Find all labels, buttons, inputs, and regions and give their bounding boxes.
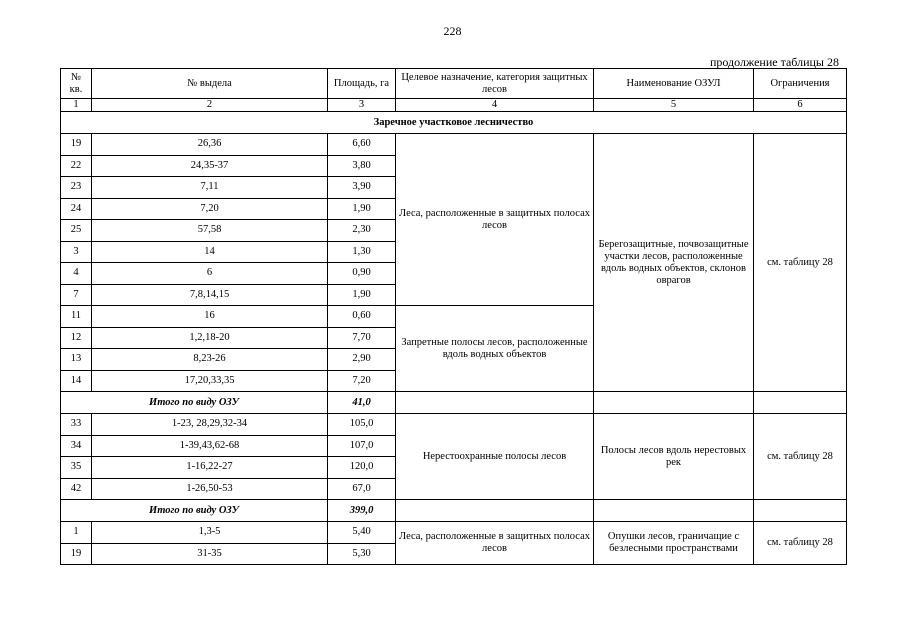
cell-restriction: см. таблицу 28 <box>754 134 847 392</box>
column-number: 6 <box>754 99 847 112</box>
cell-area: 2,30 <box>328 220 396 242</box>
cell-kv: 19 <box>61 134 92 156</box>
cell-vydel: 14 <box>92 241 328 263</box>
subtotal-label: Итого по виду ОЗУ <box>61 500 328 522</box>
cell-vydel: 31-35 <box>92 543 328 565</box>
cell-vydel: 1,3-5 <box>92 522 328 544</box>
protective-forests-table <box>60 68 847 565</box>
subtotal-row <box>61 392 847 414</box>
cell-vydel: 57,58 <box>92 220 328 242</box>
table-row <box>61 414 847 436</box>
cell-area: 105,0 <box>328 414 396 436</box>
cell-vydel: 1,2,18-20 <box>92 327 328 349</box>
cell-area: 0,60 <box>328 306 396 328</box>
cell-vydel: 26,36 <box>92 134 328 156</box>
subtotal-row <box>61 500 847 522</box>
column-number-row <box>61 99 847 112</box>
cell-purpose: Нерестоохранные полосы лесов <box>396 414 594 500</box>
cell-kv: 34 <box>61 435 92 457</box>
page-number: 228 <box>443 24 462 38</box>
cell-kv: 33 <box>61 414 92 436</box>
empty-cell <box>594 392 754 414</box>
header-kv: № кв. <box>61 69 92 99</box>
cell-kv: 11 <box>61 306 92 328</box>
header-restrictions: Ограничения <box>754 69 847 99</box>
cell-vydel: 1-16,22-27 <box>92 457 328 479</box>
empty-cell <box>754 500 847 522</box>
column-number: 1 <box>61 99 92 112</box>
section-row <box>61 112 847 134</box>
cell-area: 1,90 <box>328 284 396 306</box>
cell-kv: 19 <box>61 543 92 565</box>
header-ozul: Наименование ОЗУЛ <box>594 69 754 99</box>
cell-area: 67,0 <box>328 478 396 500</box>
cell-vydel: 1-23, 28,29,32-34 <box>92 414 328 436</box>
subtotal-value: 399,0 <box>328 500 396 522</box>
cell-vydel: 8,23-26 <box>92 349 328 371</box>
table-header-row <box>61 69 847 99</box>
cell-ozul: Опушки лесов, граничащие с безлесными пространствами <box>594 522 754 565</box>
cell-area: 5,40 <box>328 522 396 544</box>
empty-cell <box>396 500 594 522</box>
empty-cell <box>754 392 847 414</box>
table-row <box>61 134 847 156</box>
cell-purpose: Леса, расположенные в защитных полосах лесов <box>396 134 594 306</box>
cell-restriction: см. таблицу 28 <box>754 414 847 500</box>
cell-vydel: 7,11 <box>92 177 328 199</box>
cell-purpose: Леса, расположенные в защитных полосах лесов <box>396 522 594 565</box>
cell-area: 2,90 <box>328 349 396 371</box>
cell-ozul: Берегозащитные, почвозащитные участки лесов, расположенные вдоль водных объектов, склонов оврагов <box>594 134 754 392</box>
cell-kv: 42 <box>61 478 92 500</box>
cell-area: 120,0 <box>328 457 396 479</box>
cell-kv: 24 <box>61 198 92 220</box>
cell-vydel: 1-39,43,62-68 <box>92 435 328 457</box>
cell-area: 5,30 <box>328 543 396 565</box>
subtotal-label: Итого по виду ОЗУ <box>61 392 328 414</box>
cell-vydel: 24,35-37 <box>92 155 328 177</box>
cell-kv: 3 <box>61 241 92 263</box>
table-row <box>61 522 847 544</box>
cell-ozul: Полосы лесов вдоль нерестовых рек <box>594 414 754 500</box>
header-area: Площадь, га <box>328 69 396 99</box>
cell-kv: 14 <box>61 370 92 392</box>
cell-area: 107,0 <box>328 435 396 457</box>
table-continuation-note: продолжение таблицы 28 <box>709 55 839 69</box>
cell-kv: 12 <box>61 327 92 349</box>
empty-cell <box>396 392 594 414</box>
cell-area: 7,20 <box>328 370 396 392</box>
column-number: 2 <box>92 99 328 112</box>
cell-area: 6,60 <box>328 134 396 156</box>
cell-kv: 1 <box>61 522 92 544</box>
cell-restriction: см. таблицу 28 <box>754 522 847 565</box>
cell-kv: 7 <box>61 284 92 306</box>
cell-kv: 4 <box>61 263 92 285</box>
cell-area: 1,30 <box>328 241 396 263</box>
column-number: 3 <box>328 99 396 112</box>
cell-vydel: 7,8,14,15 <box>92 284 328 306</box>
cell-vydel: 17,20,33,35 <box>92 370 328 392</box>
cell-area: 3,90 <box>328 177 396 199</box>
cell-kv: 13 <box>61 349 92 371</box>
cell-area: 0,90 <box>328 263 396 285</box>
cell-kv: 22 <box>61 155 92 177</box>
cell-area: 1,90 <box>328 198 396 220</box>
cell-kv: 23 <box>61 177 92 199</box>
cell-kv: 25 <box>61 220 92 242</box>
subtotal-value: 41,0 <box>328 392 396 414</box>
cell-vydel: 16 <box>92 306 328 328</box>
cell-vydel: 1-26,50-53 <box>92 478 328 500</box>
column-number: 5 <box>594 99 754 112</box>
cell-kv: 35 <box>61 457 92 479</box>
header-vydel: № выдела <box>92 69 328 99</box>
section-title: Заречное участковое лесничество <box>61 112 847 134</box>
cell-vydel: 7,20 <box>92 198 328 220</box>
cell-area: 3,80 <box>328 155 396 177</box>
column-number: 4 <box>396 99 594 112</box>
header-purpose: Целевое назначение, категория защитных лесов <box>396 69 594 99</box>
cell-purpose: Запретные полосы лесов, расположенные вдоль водных объектов <box>396 306 594 392</box>
empty-cell <box>594 500 754 522</box>
cell-vydel: 6 <box>92 263 328 285</box>
cell-area: 7,70 <box>328 327 396 349</box>
